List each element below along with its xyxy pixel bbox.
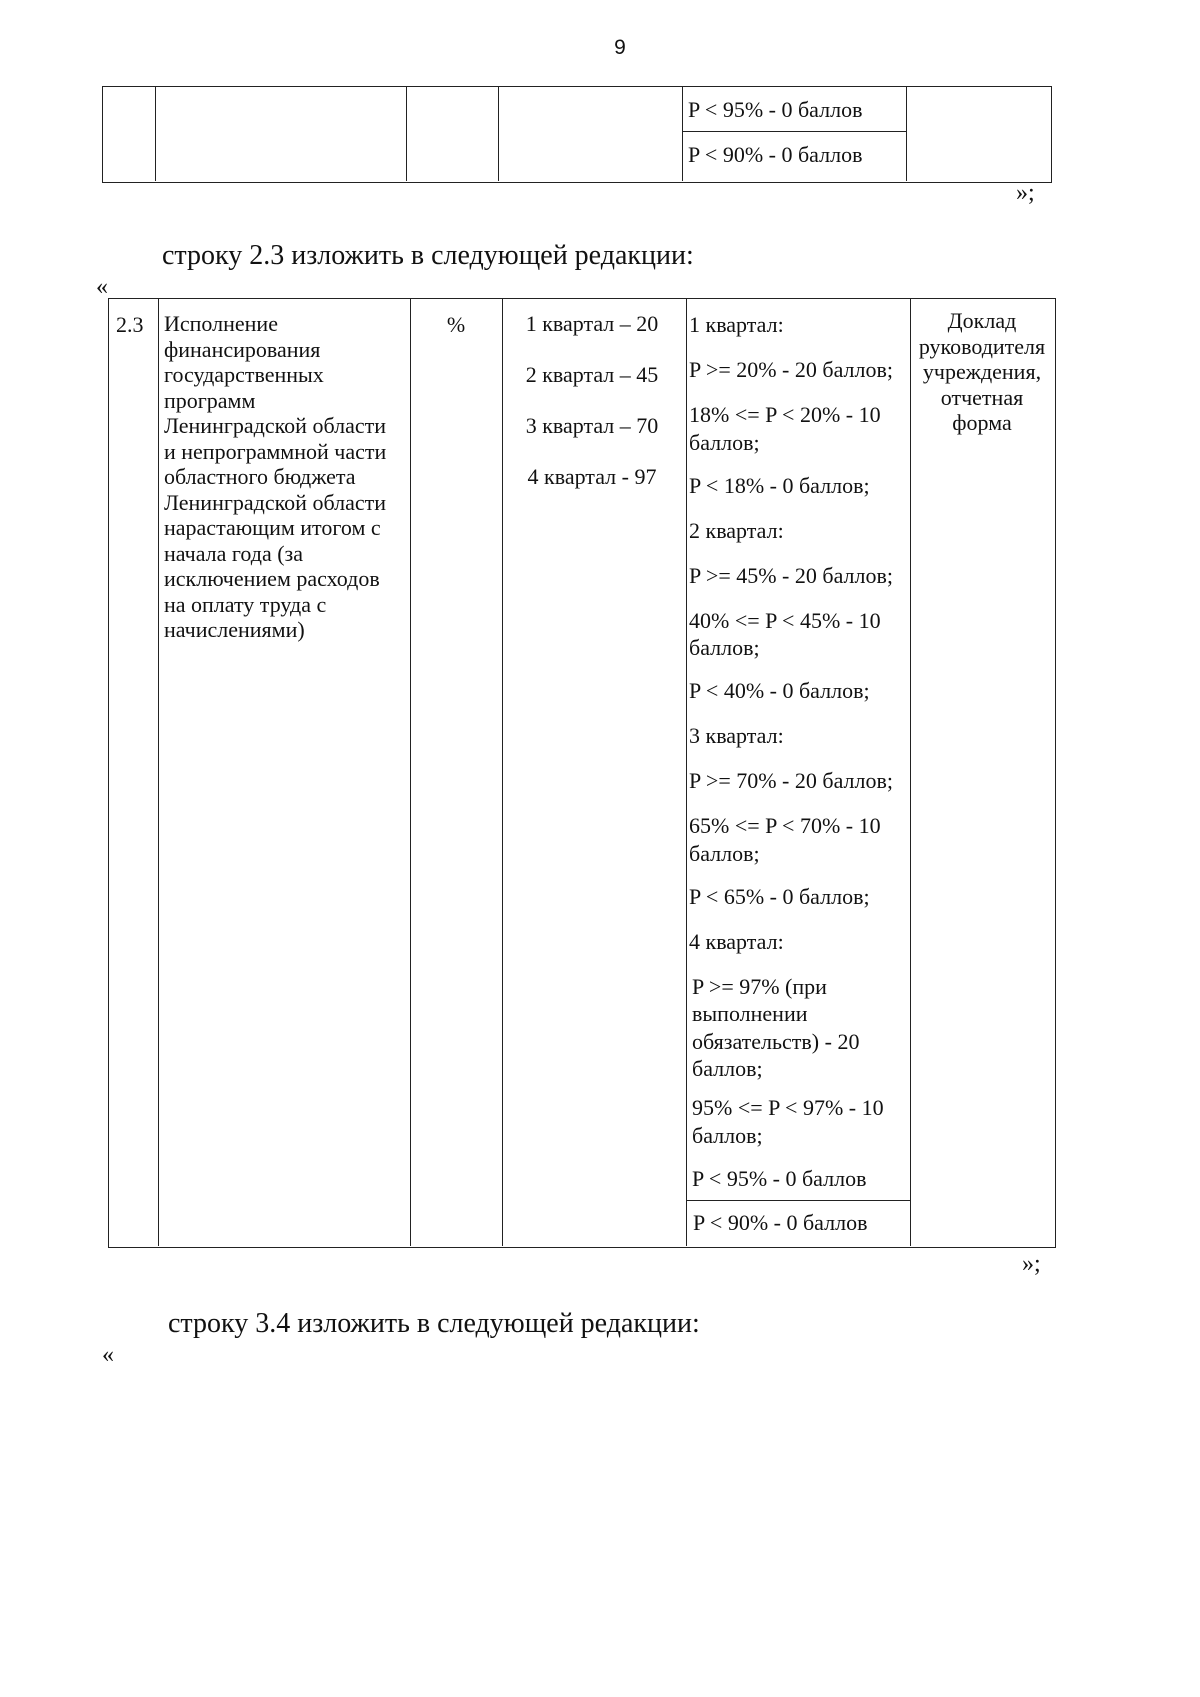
reporting-source-line: руководителя [918,333,1046,359]
criteria-item: P >= 45% - 20 баллов; [689,562,893,588]
criteria-item: P < 40% - 0 баллов; [689,678,870,703]
top-criteria-row-1: P < 95% - 0 баллов [688,97,863,122]
closing-quote-1: »; [1016,180,1035,206]
reporting-source-line: отчетная [940,384,1024,410]
heading-row-2-3: строку 2.3 изложить в следующей редакции: [162,240,694,271]
page-number: 9 [614,36,626,59]
target-quarter-3: 3 квартал – 70 [525,413,659,438]
criteria-item: 2 квартал: [689,517,784,543]
criteria-item: P < 65% - 0 баллов; [689,883,870,909]
criteria-item: P < 95% - 0 баллов [692,1165,867,1191]
reporting-source-line: учреждения, [922,359,1042,384]
indicator-name-line: финансирования [164,336,321,362]
indicator-name-line: Исполнение [164,311,278,336]
indicator-name-line: нарастающим итогом с [164,515,381,540]
unit: % [446,312,466,337]
indicator-name [164,311,408,643]
criteria-item: 3 квартал: [689,723,784,748]
criteria-item: 40% <= P < 45% - 10 баллов; [689,607,881,660]
criteria-item: 65% <= P < 70% - 10 баллов; [689,813,881,866]
target-quarter-4: 4 квартал - 97 [527,464,657,489]
target-quarter-2: 2 квартал – 45 [525,362,659,387]
indicator-name-line: и непрограммной части [164,438,387,464]
indicator-name-line: государственных [164,362,324,387]
indicator-name-line: начислениями) [164,617,305,642]
indicator-name-line: на оплату труда с [164,591,327,617]
criteria-item: 95% <= P < 97% - 10 баллов; [692,1095,884,1148]
criteria-last: P < 90% - 0 баллов [693,1210,868,1235]
criteria-item: P >= 97% (при выполнении обязательств) - 20 баллов; [692,973,860,1081]
closing-quote-2: »; [1022,1251,1041,1277]
criteria-item: 1 квартал: [689,312,784,337]
reporting-source-line: форма [952,410,1012,435]
indicator-name-line: начала года (за [164,540,304,566]
criteria-item: 18% <= P < 20% - 10 баллов; [689,402,881,455]
target-values [506,310,678,514]
top-criteria-row-2: P < 90% - 0 баллов [688,142,863,167]
row-number: 2.3 [116,312,144,337]
criteria-item: P >= 70% - 20 баллов; [689,768,893,793]
heading-row-3-4: строку 3.4 изложить в следующей редакции: [168,1308,700,1339]
open-quote-2: « [102,1342,114,1368]
indicator-name-line: программ [164,387,256,413]
target-quarter-1: 1 квартал – 20 [525,311,659,336]
open-quote-1: « [96,274,108,300]
indicator-name-line: Ленинградской области [164,413,386,438]
criteria-item: P < 18% - 0 баллов; [689,472,870,498]
indicator-name-line: областного бюджета [164,464,356,489]
criteria-item: P >= 20% - 20 баллов; [689,357,893,382]
indicator-name-line: Ленинградской области [164,489,386,515]
reporting-source-line: Доклад [947,308,1017,333]
indicator-name-line: исключением расходов [164,566,380,591]
criteria-item: 4 квартал: [689,928,784,954]
reporting-source [912,308,1052,436]
